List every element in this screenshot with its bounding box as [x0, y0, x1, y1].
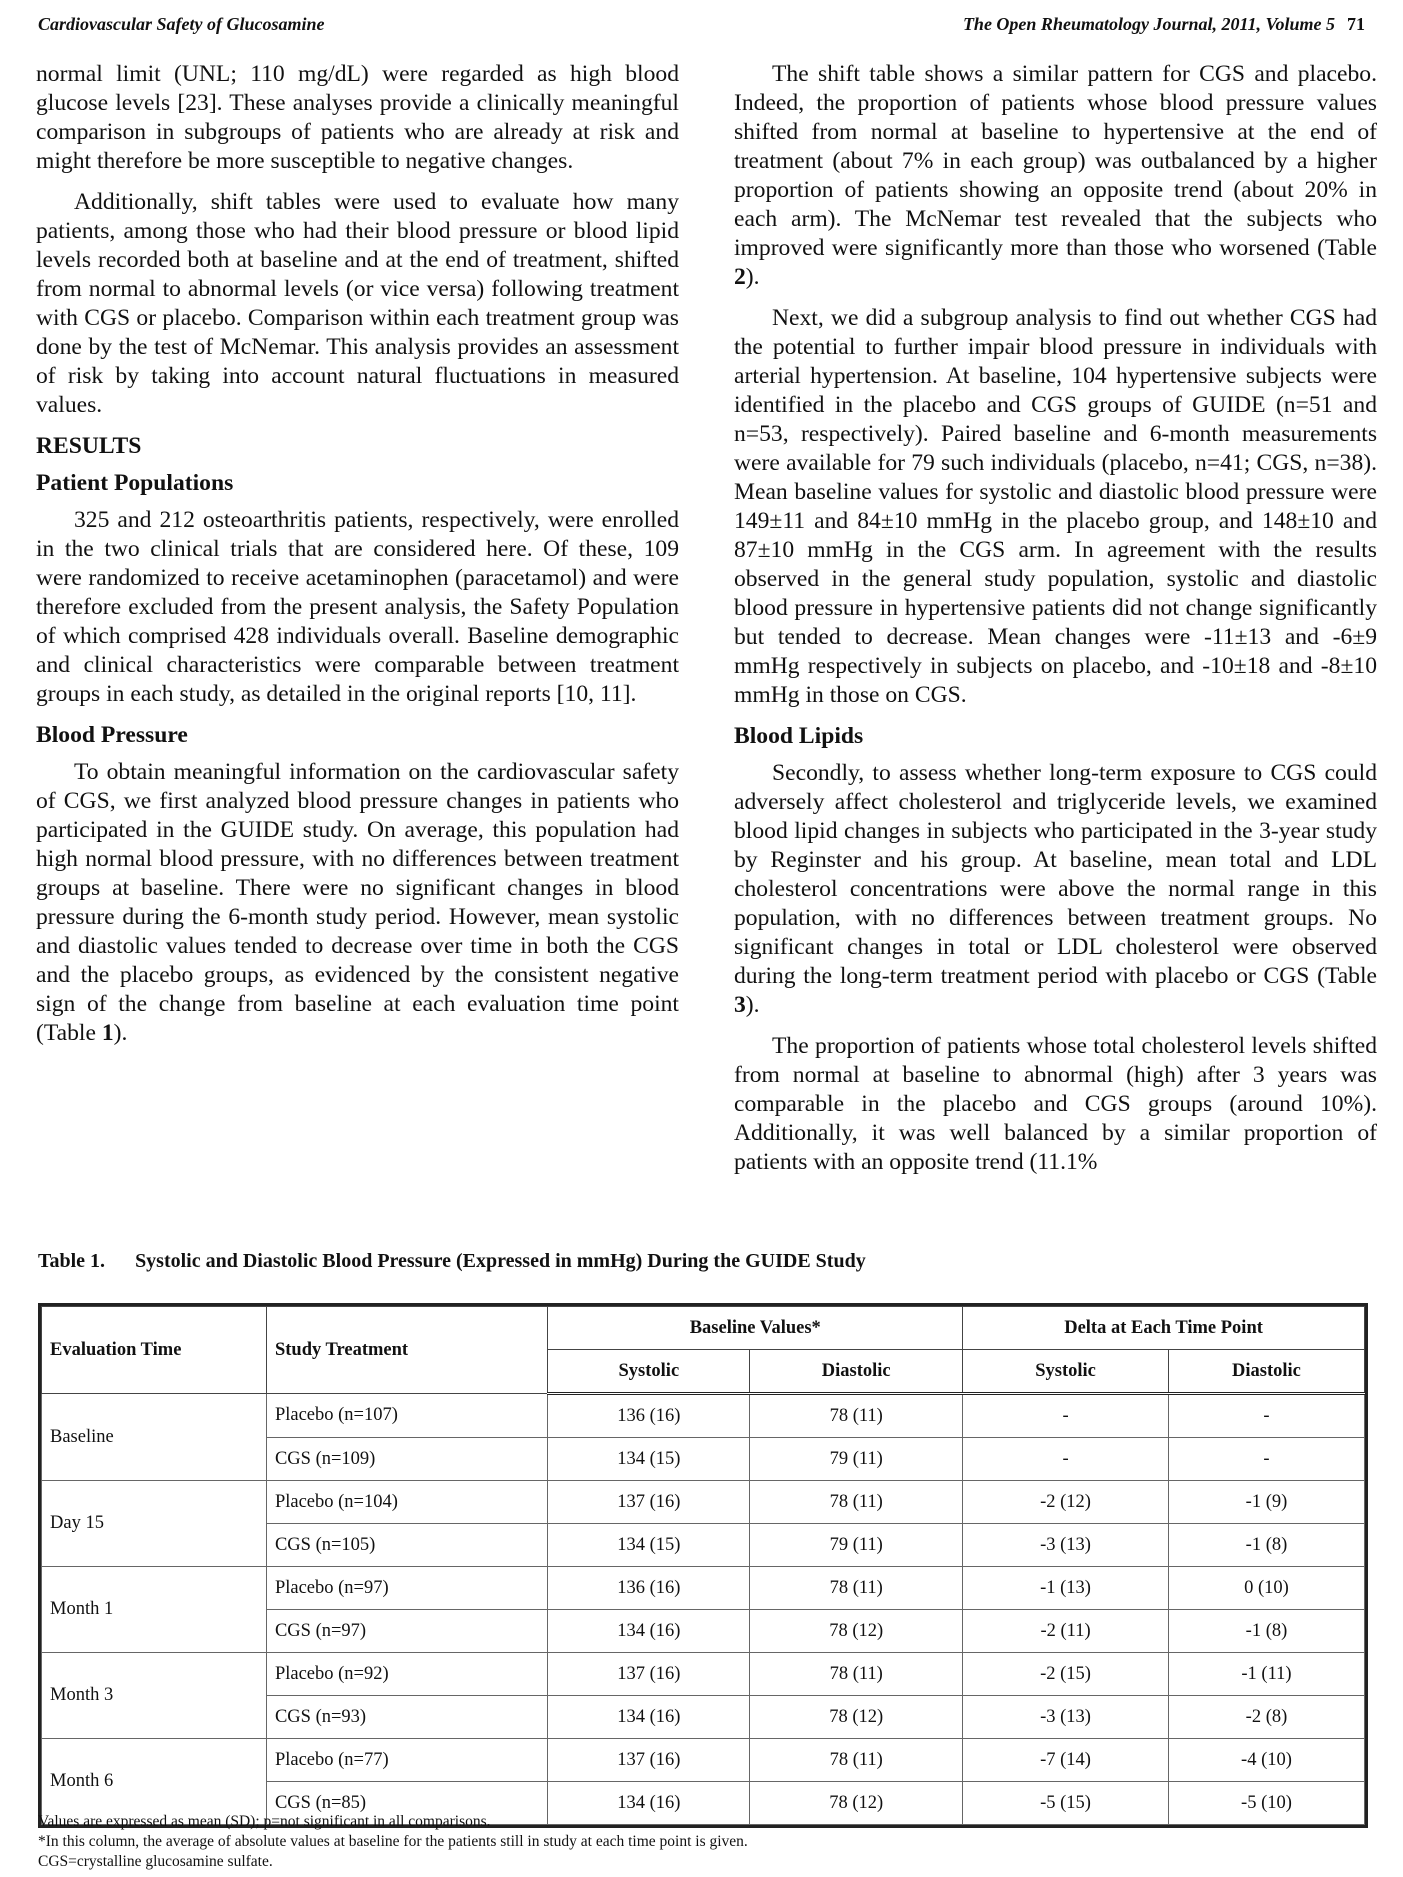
cell-treatment: CGS (n=109): [266, 1438, 547, 1481]
cell-baseline-diastolic: 78 (12): [750, 1782, 963, 1825]
cell-delta-systolic: -2 (15): [963, 1653, 1169, 1696]
cell-baseline-systolic: 134 (16): [548, 1782, 750, 1825]
table-footnotes: [38, 1812, 748, 1872]
journal-name: The Open Rheumatology Journal, 2011, Volume 5: [962, 13, 1335, 34]
left-column: [36, 60, 679, 1060]
paragraph-text: The shift table shows a similar pattern for CGS and placebo. Indeed, the proportion of patients whose blood pressure values shifted from normal at baseline to hypertensive at the end of treatment (about 7% in each group) was outbalanced by a higher proportion of patients showing an opposite trend (about 20% in each arm). The McNemar test revealed that the subjects who improved were significantly more than those who worsened (Table: [734, 61, 1377, 261]
cell-delta-diastolic: -5 (10): [1168, 1782, 1364, 1825]
cell-treatment: Placebo (n=92): [266, 1653, 547, 1696]
cell-treatment: CGS (n=97): [266, 1610, 547, 1653]
cell-delta-systolic: -3 (13): [963, 1524, 1169, 1567]
cell-delta-diastolic: -4 (10): [1168, 1739, 1364, 1782]
table-caption: [38, 1250, 866, 1273]
table-ref[interactable]: 1: [101, 1020, 114, 1046]
paragraph: [36, 758, 679, 1048]
cell-time: Day 15: [42, 1481, 267, 1567]
paragraph: [734, 759, 1377, 1020]
cell-delta-diastolic: -1 (9): [1168, 1481, 1364, 1524]
paragraph-text: To obtain meaningful information on the cardiovascular safety of CGS, we first analyzed blood pressure changes in patients who participated in the GUIDE study. On average, this population had high normal blood pressure, with no differences between treatment groups at baseline. There were no significant changes in blood pressure during the 6-month study period. However, mean systolic and diastolic values tended to decrease over time in both the CGS and the placebo groups, as evidenced by the consistent negative sign of the change from baseline at each evaluation time point (Table: [36, 759, 679, 1046]
table-ref[interactable]: 3: [734, 992, 746, 1018]
cell-treatment: CGS (n=105): [266, 1524, 547, 1567]
table-row: [42, 1394, 1365, 1438]
cell-treatment: Placebo (n=107): [266, 1394, 547, 1438]
cell-treatment: CGS (n=85): [266, 1782, 547, 1825]
paragraph-text: ).: [113, 1020, 128, 1046]
cell-delta-systolic: -1 (13): [963, 1567, 1169, 1610]
cell-baseline-systolic: 137 (16): [548, 1739, 750, 1782]
cell-delta-diastolic: -: [1168, 1438, 1364, 1481]
paragraph: 325 and 212 osteoarthritis patients, respectively, were enrolled in the two clinical trials that are considered here. Of these, 109 were randomized to receive acetaminophen (paracetamol) and were therefore excluded from the present analysis, the Safety Population of which comprised 428 individuals overall. Baseline demographic and clinical characteristics were comparable between treatment groups in each study, as detailed in the original reports [10, 11].: [36, 507, 679, 707]
col-header-diastolic: Diastolic: [1168, 1350, 1364, 1394]
cell-delta-systolic: -5 (15): [963, 1782, 1169, 1825]
table-label: Table 1.: [38, 1250, 106, 1272]
article-short-title: Cardiovascular Safety of Glucosamine: [38, 13, 325, 34]
table-1: [38, 1303, 1368, 1828]
page-number: 71: [1347, 13, 1365, 34]
paragraph-text: ).: [745, 992, 760, 1018]
section-heading-results: RESULTS: [36, 433, 142, 459]
cell-time: Month 6: [42, 1739, 267, 1825]
cell-time: Month 3: [42, 1653, 267, 1739]
table-row: [42, 1481, 1365, 1524]
running-header: [38, 10, 1365, 38]
cell-delta-diastolic: -1 (8): [1168, 1610, 1364, 1653]
cell-baseline-systolic: 137 (16): [548, 1653, 750, 1696]
data-table: [41, 1306, 1365, 1825]
cell-baseline-systolic: 136 (16): [548, 1394, 750, 1438]
cell-baseline-diastolic: 79 (11): [750, 1438, 963, 1481]
footnote: Values are expressed as mean (SD); p=not significant in all comparisons.: [38, 1813, 491, 1830]
table-row: [42, 1653, 1365, 1696]
cell-delta-diastolic: 0 (10): [1168, 1567, 1364, 1610]
subsection-heading-blood-lipids: Blood Lipids: [734, 723, 864, 749]
group-header-delta: Delta at Each Time Point: [963, 1307, 1365, 1350]
footnote: CGS=crystalline glucosamine sulfate.: [38, 1853, 273, 1870]
cell-baseline-systolic: 134 (15): [548, 1524, 750, 1567]
right-column: [734, 60, 1377, 1189]
group-header-baseline: Baseline Values*: [548, 1307, 963, 1350]
col-header-diastolic: Diastolic: [750, 1350, 963, 1394]
subsection-heading-patient-populations: Patient Populations: [36, 470, 234, 496]
paragraph: The proportion of patients whose total cholesterol levels shifted from normal at baseline to abnormal (high) after 3 years was comparable in the placebo and CGS groups (around 10%). Additionally, it was well balanced by a similar proportion of patients with an opposite trend (11.1%: [734, 1033, 1377, 1175]
cell-delta-systolic: -: [963, 1394, 1169, 1438]
cell-baseline-diastolic: 78 (11): [750, 1567, 963, 1610]
cell-baseline-systolic: 134 (15): [548, 1438, 750, 1481]
paragraph: Additionally, shift tables were used to evaluate how many patients, among those who had their blood pressure or blood lipid levels recorded both at baseline and at the end of treatment, shifted from normal to abnormal levels (or vice versa) following treatment with CGS or placebo. Comparison within each treatment group was done by the test of McNemar. This analysis provides an assessment of risk by taking into account natural fluctuations in measured values.: [36, 189, 679, 418]
cell-baseline-diastolic: 78 (11): [750, 1394, 963, 1438]
cell-delta-systolic: -: [963, 1438, 1169, 1481]
journal-citation: [963, 14, 1365, 35]
cell-baseline-systolic: 134 (16): [548, 1610, 750, 1653]
cell-baseline-diastolic: 78 (12): [750, 1610, 963, 1653]
cell-baseline-systolic: 137 (16): [548, 1481, 750, 1524]
cell-baseline-diastolic: 78 (11): [750, 1481, 963, 1524]
cell-baseline-diastolic: 78 (11): [750, 1653, 963, 1696]
cell-time: Month 1: [42, 1567, 267, 1653]
col-header-evaluation-time: Evaluation Time: [42, 1307, 267, 1394]
cell-baseline-diastolic: 79 (11): [750, 1524, 963, 1567]
footnote: *In this column, the average of absolute values at baseline for the patients still in study at each time point is given.: [38, 1833, 748, 1850]
cell-baseline-systolic: 134 (16): [548, 1696, 750, 1739]
cell-delta-systolic: -7 (14): [963, 1739, 1169, 1782]
paragraph-text: Secondly, to assess whether long-term exposure to CGS could adversely affect cholesterol and triglyceride levels, we examined blood lipid changes in subjects who participated in the 3-year study by Reginster and his group. At baseline, mean total and LDL cholesterol concentrations were above the normal range in this population, with no differences between treatment groups. No significant changes in total or LDL cholesterol were observed during the long-term treatment period with placebo or CGS (Table: [734, 760, 1377, 989]
paragraph: Next, we did a subgroup analysis to find out whether CGS had the potential to further impair blood pressure in individuals with arterial hypertension. At baseline, 104 hypertensive subjects were identified in the placebo and CGS groups of GUIDE (n=51 and n=53, respectively). Paired baseline and 6-month measurements were available for 79 such individuals (placebo, n=41; CGS, n=38). Mean baseline values for systolic and diastolic blood pressure were 149±11 and 84±10 mmHg in the placebo group, and 148±10 and 87±10 mmHg in the CGS arm. In agreement with the results observed in the general study population, systolic and diastolic blood pressure in hypertensive patients did not change significantly but tended to decrease. Mean changes were -11±13 and -6±9 mmHg respectively in subjects on placebo, and -10±18 and -8±10 mmHg in those on CGS.: [734, 305, 1377, 708]
cell-baseline-systolic: 136 (16): [548, 1567, 750, 1610]
table-ref[interactable]: 2: [734, 264, 746, 290]
cell-treatment: Placebo (n=97): [266, 1567, 547, 1610]
subsection-heading-blood-pressure: Blood Pressure: [36, 722, 188, 748]
table-row: [42, 1739, 1365, 1782]
cell-delta-systolic: -3 (13): [963, 1696, 1169, 1739]
cell-delta-systolic: -2 (12): [963, 1481, 1169, 1524]
cell-baseline-diastolic: 78 (11): [750, 1739, 963, 1782]
col-header-study-treatment: Study Treatment: [266, 1307, 547, 1394]
table-row: [42, 1567, 1365, 1610]
paragraph-text: ).: [745, 264, 760, 290]
cell-delta-systolic: -2 (11): [963, 1610, 1169, 1653]
cell-time: Baseline: [42, 1394, 267, 1481]
cell-delta-diastolic: -1 (11): [1168, 1653, 1364, 1696]
cell-delta-diastolic: -1 (8): [1168, 1524, 1364, 1567]
cell-delta-diastolic: -2 (8): [1168, 1696, 1364, 1739]
col-header-systolic: Systolic: [963, 1350, 1169, 1394]
cell-baseline-diastolic: 78 (12): [750, 1696, 963, 1739]
col-header-systolic: Systolic: [548, 1350, 750, 1394]
cell-treatment: Placebo (n=104): [266, 1481, 547, 1524]
table-title: Systolic and Diastolic Blood Pressure (Expressed in mmHg) During the GUIDE Study: [135, 1250, 866, 1272]
cell-treatment: Placebo (n=77): [266, 1739, 547, 1782]
paragraph: [734, 60, 1377, 292]
cell-treatment: CGS (n=93): [266, 1696, 547, 1739]
cell-delta-diastolic: -: [1168, 1394, 1364, 1438]
paragraph: normal limit (UNL; 110 mg/dL) were regarded as high blood glucose levels [23]. These analyses provide a clinically meaningful comparison in subgroups of patients who are already at risk and might therefore be more susceptible to negative changes.: [36, 61, 679, 174]
